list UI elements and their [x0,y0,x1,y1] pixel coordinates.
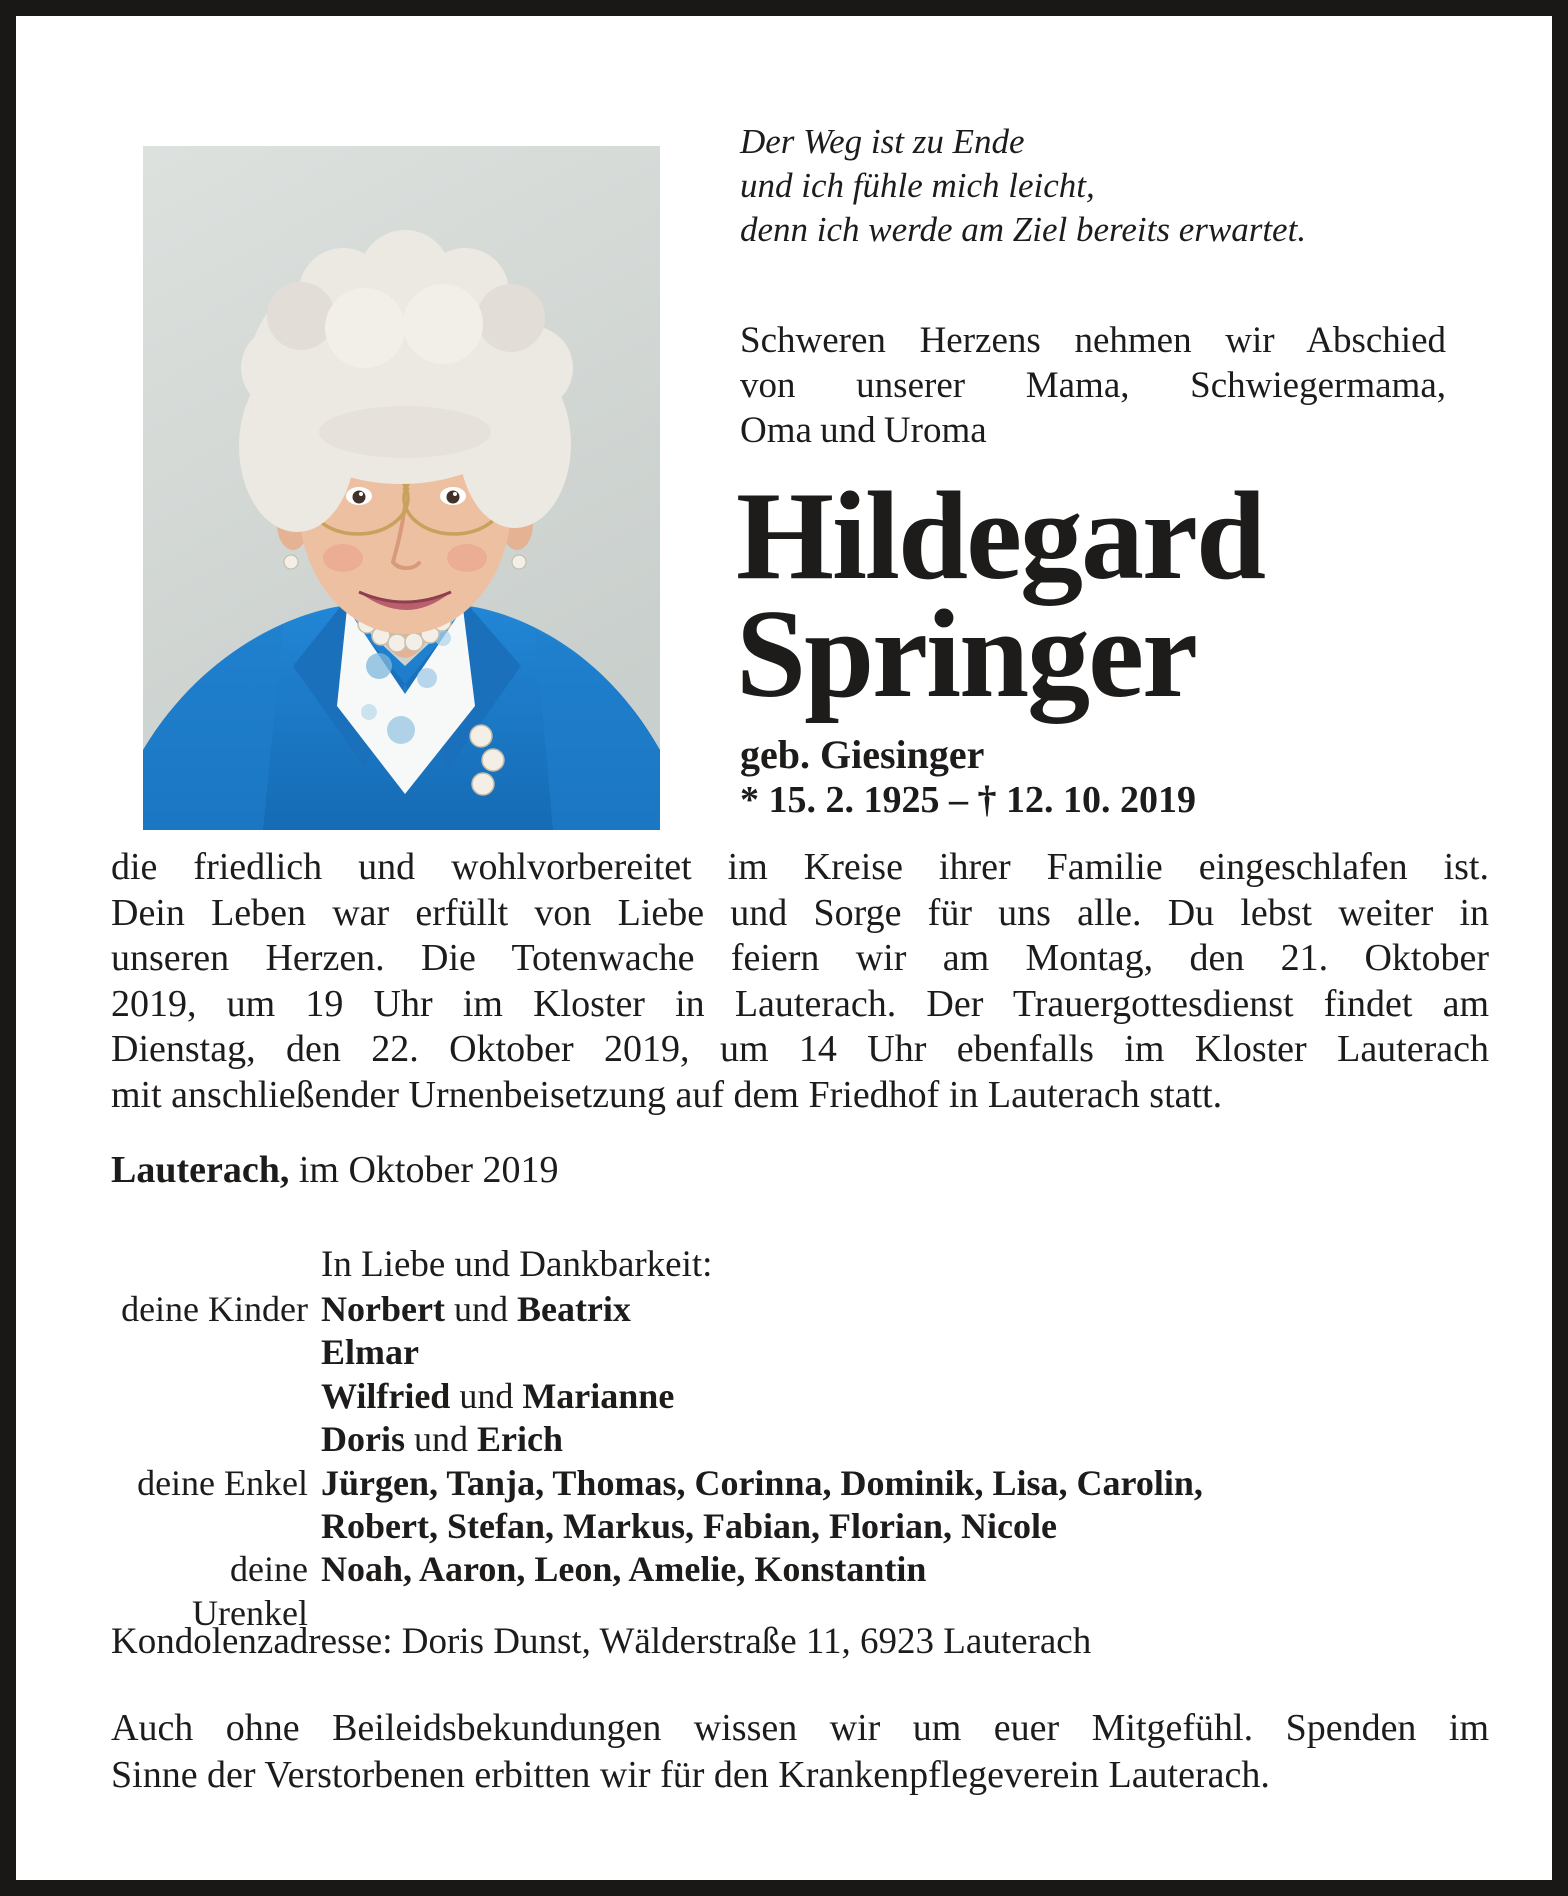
family-relation-label [111,1418,321,1461]
family-member-name: Beatrix [516,1289,631,1329]
family-relation-label [111,1505,321,1548]
closing-line: In Liebe und Dankbarkeit: [321,1244,713,1285]
family-member-name: Marianne [522,1375,675,1416]
family-names [321,1375,1489,1418]
intro-text [740,318,1446,453]
footer-text [111,1705,1489,1798]
family-relation-label: deine Kinder [121,1289,308,1329]
life-dates [740,779,1196,821]
family-relation-label: deine Enkel [137,1462,308,1503]
footer-line: Auch ohne Beileidsbekundungen wissen wir um euer Mitgefühl. Spenden im [111,1707,1489,1749]
intro-line: Schweren Herzens nehmen wir Abschied [740,320,1446,361]
family-names [321,1331,1489,1374]
footer-line: Sinne der Verstorbenen erbitten wir für den Krankenpflegeverein Lauterach. [111,1753,1270,1796]
family-names [321,1505,1489,1548]
family-member-name: Wilfried [321,1375,451,1416]
family-row [111,1375,1489,1418]
death-date: † 12. 10. 2019 [977,779,1196,821]
family-relation-label [111,1331,321,1374]
family-relation-label [111,1375,321,1418]
farewell-quote [740,120,1460,252]
family-relation-label: deine Urenkel [192,1549,308,1633]
family-member-name: Erich [477,1419,563,1460]
family-name-connector: und [405,1419,477,1460]
birth-date: * 15. 2. 1925 [740,779,940,821]
body-line: mit anschließender Urnenbeisetzung auf dem Friedhof in Lauterach statt. [111,1073,1223,1116]
family-name-connector: und [450,1375,523,1416]
body-line: die friedlich und wohlvorbereitet im Kreise ihrer Familie eingeschlafen ist. [111,846,1489,888]
family-member-name: Noah, Aaron, Leon, Amelie, Konstantin [321,1549,927,1590]
family-member-name: Elmar [321,1332,419,1373]
family-names [321,1418,1489,1461]
family-row [111,1331,1489,1374]
body-line: Dein Leben war erfüllt von Liebe und Sorge für uns alle. Du lebst weiter in [111,891,1489,934]
quote-line: Der Weg ist zu Ende [740,122,1025,161]
dates-separator: – [939,779,978,821]
intro-line: von unserer Mama, Schwiegermama, [740,365,1446,406]
body-line: unseren Herzen. Die Totenwache feiern wir am Montag, den 21. Oktober [111,937,1489,979]
family-list [111,1288,1489,1635]
family-row [111,1462,1489,1505]
deceased-last-name: Springer [736,585,1197,724]
family-member-name: Norbert [321,1289,445,1329]
deceased-name [736,467,1476,724]
place-name: Lauterach, [111,1149,290,1191]
family-names [321,1462,1489,1505]
family-member-name: Robert, Stefan, Markus, Fabian, Florian, Nicole [321,1506,1057,1547]
family-row [111,1288,1489,1331]
family-names [321,1288,1489,1331]
portrait-photo [143,146,660,830]
pearl-earring [284,555,298,569]
announcement-text [111,845,1489,1118]
body-line: 2019, um 19 Uhr im Kloster in Lauterach. Der Trauergottesdienst findet am [111,982,1489,1025]
family-name-connector: und [444,1289,517,1329]
place-dateline [111,1148,559,1193]
dateline-date: im Oktober 2019 [289,1149,559,1191]
intro-line: Oma und Uroma [740,410,987,451]
maiden-name: geb. Giesinger [740,732,985,777]
body-line: Dienstag, den 22. Oktober 2019, um 14 Uhr ebenfalls im Kloster Lauterach [111,1028,1489,1070]
family-member-name: Doris [321,1419,405,1460]
deceased-first-name: Hildegard [736,467,1265,606]
condolence-address: Kondolenzadresse: Doris Dunst, Wälderstraße 11, 6923 Lauterach [111,1621,1092,1662]
family-row [111,1418,1489,1461]
quote-line: denn ich werde am Ziel bereits erwartet. [740,210,1307,249]
quote-line: und ich fühle mich leicht, [740,166,1095,205]
family-member-name: Jürgen, Tanja, Thomas, Corinna, Dominik, Lisa, Carolin, [321,1462,1203,1503]
family-row [111,1505,1489,1548]
